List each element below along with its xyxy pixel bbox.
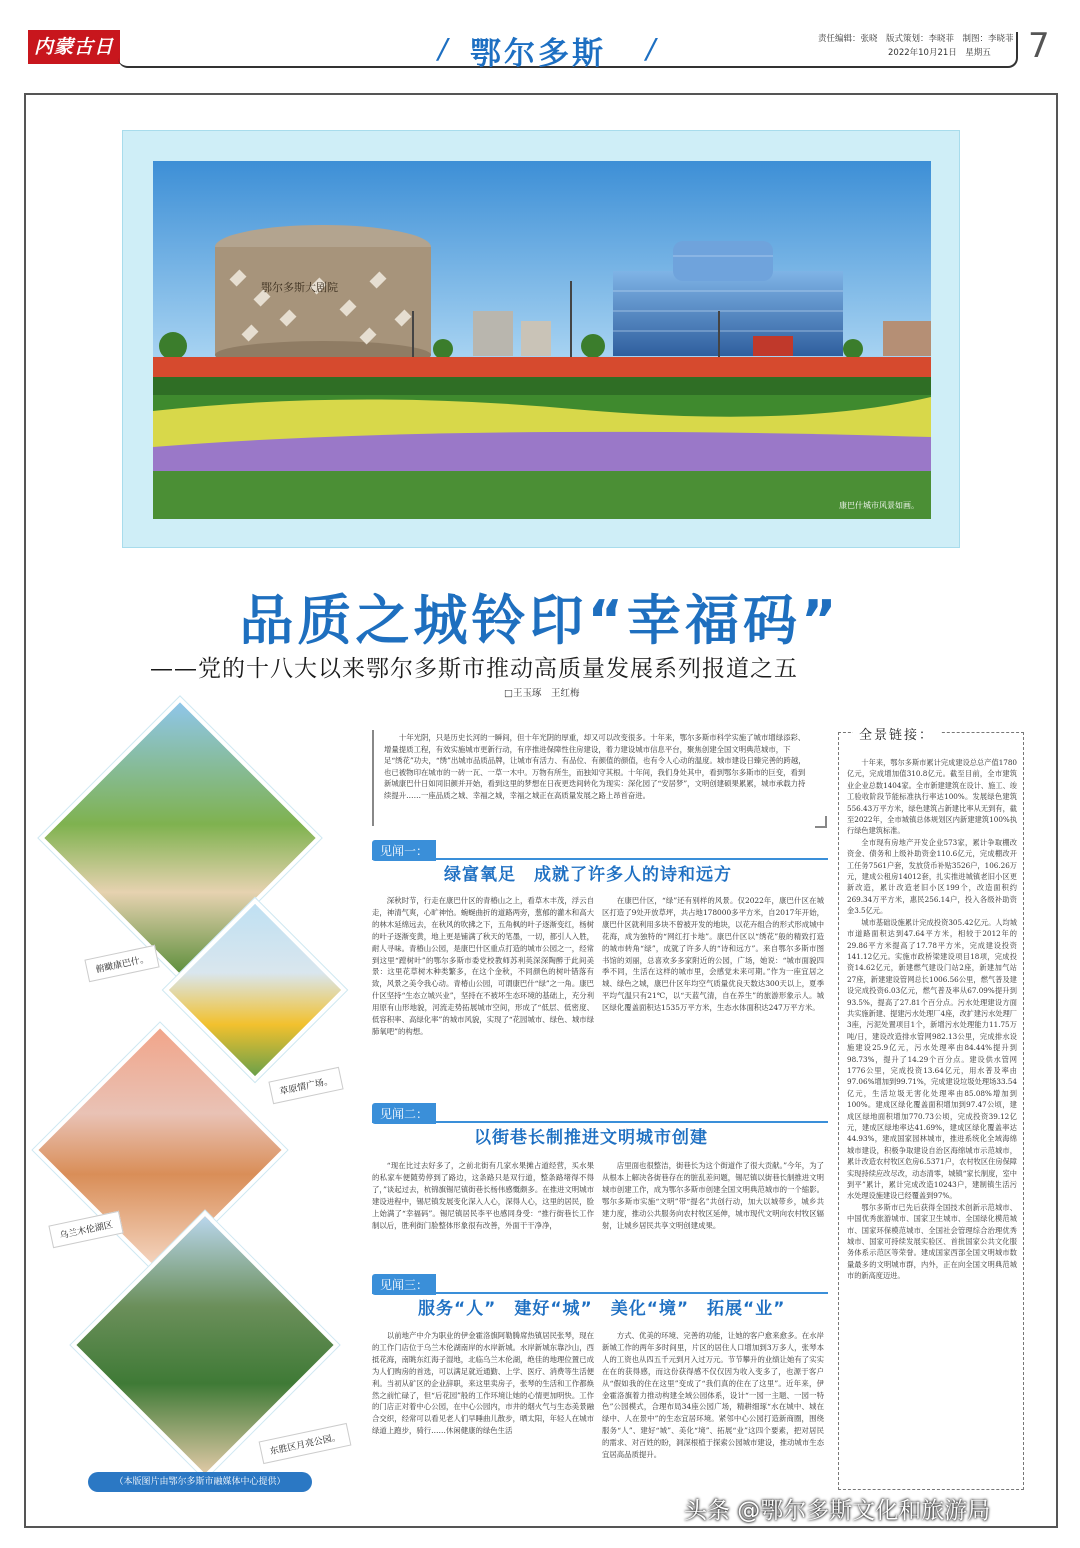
tag-wulanmulun-lake: 乌兰木伦湖区 bbox=[48, 1211, 123, 1248]
section1-title: 绿富氧足 成就了许多人的诗和远方 bbox=[444, 865, 732, 885]
section-name: 鄂尔多斯 bbox=[470, 36, 606, 72]
sidebar-paragraph: 鄂尔多斯市已先后获得全国技术创新示范城市、中国优秀旅游城市、国家卫生城市、全国绿化模范城市、国家环保模范城市、全国社会管理综合治理优秀城市、国家可持续发展实验区、首批国家公共文化服务体系示范区等荣誉。建成国家西部全国文明城市数量最多的文明城市群，内外，正在向全国文明典范城市的新高度迈进。 bbox=[847, 1202, 1017, 1281]
article-byline: □王玉琢 王红梅 bbox=[504, 688, 580, 699]
issue-date: 2022年10月21日 星期五 bbox=[888, 48, 991, 58]
grand-theatre-photo bbox=[153, 161, 931, 519]
source-watermark: 头条 @鄂尔多斯文化和旅游局 bbox=[684, 1498, 991, 1524]
section3-text1: 以前地产中介为职业的伊金霍洛旗阿勒腾席热镇居民张琴，现在的工作门店位于乌兰木伦湖南岸的水岸新城。水岸新城东靠沙山，西抵花海，南眺东红海子湿地，北临乌兰木伦湖，绝佳的地理位置已成为人们购房的首选，可以满足就近通勤、上学、医疗、消费等生活便利。当初从矿区的企业辞职，来这里卖房子，张琴的生活和工作都焕然之前忙碌了，但“后花园”般的工作环境让她的心情更加明快。工作的门店正对着中心公园，在中心公园内，市井的烟火气与生态美景融合交织，经常可以看见老人们早睡曲儿散步，晒太阳，年轻人在城市绿道上跑步，骑行……休闲健康的绿色生活 bbox=[372, 1331, 594, 1436]
credits bbox=[818, 32, 1014, 60]
sidebar-paragraph: 全市现有房地产开发企业573家，累计争取棚改资金、债务和上级补助资金110.6亿元，完成棚改开工任务7561户套，发放货币补贴3526户，106.26万元，建成公租房14012套，扎实推进城镇老旧小区更新改造，累计改造老旧小区199个，改造面积约269.34万平方米，惠民256.14户，投入各级补助资金3.5亿元。 bbox=[847, 837, 1017, 916]
sidebar-body bbox=[847, 757, 1017, 1483]
slash-left-icon: / bbox=[438, 32, 448, 65]
photo-source-note: （本版图片由鄂尔多斯市融媒体中心提供） bbox=[88, 1472, 312, 1492]
section3-tag: 见闻三： bbox=[372, 1274, 436, 1295]
page-number: 7 bbox=[1028, 26, 1050, 66]
tag-moon-park: 东胜区月亮公园。 bbox=[259, 1423, 352, 1464]
tag-grassland-square: 草原情广场。 bbox=[268, 1067, 343, 1104]
section1-text2: 在康巴什区，“绿”还有别样的风景。仅2022年，康巴什区在城区打造了9处开放草坪，共占地178000多平方米，自2017年开始，康巴什区就利用多块不曾被开发的地块，以花卉组合的形式形成城中花海，成为独特的“网红打卡地”。康巴什区以“绣花”般的精致打造的城市转角“绿”，成就了许多人的“诗和远方”。来自鄂尔多斯市图书馆的刘丽，总喜欢多多家附近的公园，广场，她说：“城市面貌四季不同，生活在这样的城市里，会感觉未来可期。”作为一座宜居之城、绿色之城，康巴什区年均空气质量优良天数达300天以上，夏季平均气温只有21℃，以“天蓝气清，自在养生”的旅游形象示人。城区绿化覆盖面积达1535万平方米，生态水体面积达247万平方米。 bbox=[602, 896, 824, 1013]
sidebar-title: 全景链接： bbox=[853, 724, 940, 743]
hero-caption: 康巴什城市风景如画。 bbox=[839, 501, 919, 510]
section3-column2 bbox=[602, 1330, 824, 1490]
photo-collage bbox=[40, 700, 370, 1500]
section2-tag: 见闻二： bbox=[372, 1103, 436, 1124]
section3-column1 bbox=[372, 1330, 594, 1490]
article-subtitle: ——党的十八大以来鄂尔多斯市推动高质量发展系列报道之五 bbox=[150, 656, 798, 682]
section2-column1 bbox=[372, 1160, 594, 1260]
credits-editors: 责任编辑：张晓 版式策划：李晓菲 制图：李晓菲 bbox=[818, 34, 1014, 44]
section2-title: 以街巷长制推进文明城市创建 bbox=[474, 1128, 708, 1148]
section2-text1: “现在比过去好多了，之前北街有几家水果摊占道经营，买水果的私家车便随势停到了路边，这条路只是双行道，整条路堵得不得了，”谈起过去，杭锦旗锡尼镇街巷长杨伟感慨颇多。在推进文明城市建设进程中，锡尼镇发展变化深入人心，深得人心，这里的居民，脸上始满了“幸福码”。锡尼镇居民李平也感同身受：“推行街巷长工作制以后，胜利街门脸整体形象很有改善，外面干干净净， bbox=[372, 1161, 594, 1230]
sidebar-paragraph: 十年来，鄂尔多斯市累计完成建设总总产值1780亿元，完成增加值310.8亿元。截至目前，全市建筑业企业总数1404家。全市新建建筑在设计、施工、竣工验收阶段节能标准执行率达100%。发展绿色建筑556.43万平方米，绿色建筑占新建比率从无到有，截至2022年，全市城镇总体规划区内新建建筑100%执行绿色建筑标准。 bbox=[847, 758, 1017, 836]
intro-bracket bbox=[815, 816, 827, 828]
section1-text1: 深秋时节，行走在康巴什区的青椿山之上，看草木丰茂，浮云自走，神清气爽，心旷神怡。蜿蜒曲折的道路两旁，葱郁的灌木和高大的林木延绵远去，在秋风的吹拂之下，五角枫的叶子逐渐变红，杨树的叶子逐渐变黄，地上更是铺满了秋天的笔墨，一切，都引人入胜，耐人寻味。青椿山公园，是康巴什区重点打造的城市公园之一，经常到这里“蹚树叶”的鄂尔多斯市委党校教师苏利英深深陶醉于此间美景：这里花草树木种类繁多，在这个金秋，不同颜色的树叶错落有致，风景之美令我心动。青椿山公园，可谓康巴什“绿”之一角。康巴什区坚持“生态立城兴业”，坚持在不被坏生态环境的基础上，充分利用原有山形地貌，河流走势拓展城市空间，形成了“低层、低密度、低容积率、高绿化率”的城市风貌，实现了“花园城市、绿色、城市绿肺氧吧”的构想。 bbox=[372, 896, 594, 1036]
article-headline: 品质之城铃印“幸福码” bbox=[239, 589, 841, 652]
slash-right-icon: / bbox=[646, 32, 656, 65]
section1-tag: 见闻一： bbox=[372, 840, 436, 861]
hero-photo bbox=[153, 161, 931, 519]
theatre-sign: 鄂尔多斯大剧院 bbox=[261, 281, 338, 294]
hero-photo-frame bbox=[122, 130, 960, 548]
article-intro: 十年光阴，只是历史长河的一瞬间，但十年光阴的厚重，却又可以改变很多。十年来，鄂尔多斯市科学实施了城市增绿添彩、增量提质工程，有效实施城市更新行动，有序推进保障性住房建设，着力建设城市信息平台，聚焦创建全国文明典范城市，下足“绣花”功夫，“绣”出城市品质品牌，让城市有活力、有品位、有颜值的颜值，也有令人心动的温度。城市建设日臻完善的跨越，也已被物印在城市的一砖一瓦、一草一木中。万物有所生，而独知守其根。十年间，我们身处其中，看到鄂尔多斯市的巨变，看到新城康巴什日如同旧颜并开始，看到这里的梦想在日夜更迭间转化为现实：深化园了“安居梦”，文明创建硕果累累，城市承载力持续提升……一座品质之城、幸福之城，幸福之城正在高质量发展之路上昂首奋进。 bbox=[372, 730, 817, 826]
section3-title: 服务“人” 建好“城” 美化“境” 拓展“业” bbox=[418, 1299, 786, 1319]
masthead bbox=[18, 22, 1062, 92]
sidebar-paragraph: 城市基础设施累计完成投资305.42亿元。人均城市道路面积达到47.64平方米，相较于2012年的29.86平方米提高了17.78平方米，完成建设投资141.12亿元。实施市政桥梁建设项目18项，完成投资14.62亿元，新建燃气建设门站2座，新建加气站27座，新建建设管网总长1006.56公里，燃气普及建设完成投资6.03亿元，燃气普及率从67.09%提升到93.5%，提高了27.81个百分点。污水处理建设方面共实施新建、提建污水处理厂4座，改扩建污水处理厂3座，污泥处置项目1个，新增污水处理能力11.75万吨/日，建设改造排水管网982.13公里，完成排水设施建设25.9亿元，污水处理率由84.44%提升到98.73%，提升了14.29个百分点。建设供水管网1776公里，完成投资13.64亿元，用水普及率由97.06%增加到99.71%，完成建设垃圾处理场33.54亿元，生活垃圾无害化处理率由85.08%增加到100%。建成区绿化覆盖面积增加到97.47公顷，建成区绿地面积增加770.73公顷，完成投资39.12亿元，建成区绿地率达41.69%，建成区绿化覆盖率达44.93%，建成国家园林城市，推进系统化全域海绵城市建设，积极争取建设自治区海绵城市示范城市，累计改造农村牧区危房6.5371户，农村牧区住房保障实现持续应改尽改，动态清零，城镇“家长制度，室中到平”累计，累计完成改造10243户，建制镇生活污水处理设施建设已经覆盖到97%。 bbox=[847, 917, 1017, 1201]
section2-column2 bbox=[602, 1160, 824, 1260]
newspaper-logo: 内蒙古日报 bbox=[28, 30, 120, 64]
section1-column1 bbox=[372, 895, 594, 1095]
section3-text2: 方式、优美的环境、完善的功能，让她的客户愈来愈多。在水岸新城工作的两年多时间里，片区的居住人口增加到3万多人，张琴本人的工资也从四五千元到月入过万元。节节攀升的业绩让她有了实实在在的获得感，而这份获得感不仅仅因为收入变多了，也源于客户从“假如我的住在这里”变成了“我们真的住在了这里”。近年来，伊金霍洛旗着力推动构建全域公园体系，设计“一园一主题、一园一特色”公园模式，合理布局34座公园广场，精耕细琢“水在城中、城在绿中、人在景中”的生态宜居环境。紧邻中心公园打造新商圈，围绕服务“人”、建好“城”、美化“境”、拓展“业”这四个要素，把对居民的需求、对百姓的盼，洞深根植于探索公园城市建设，推动城市生态宜居高品质提升。 bbox=[602, 1331, 824, 1460]
tag-kangbashi: 俯瞰康巴什。 bbox=[84, 945, 159, 982]
panorama-sidebar bbox=[838, 728, 1024, 1490]
section1-column2 bbox=[602, 895, 824, 1095]
section2-text2: 店里面也很整洁，街巷长为这个街道作了很大贡献。”今年，为了从根本上解决各街巷存在的脏乱差问题，锡尼镇以街巷长制推进文明城市创建工作，成为鄂尔多斯市创建全国文明典范城市的一个缩影。鄂尔多斯市实施“文明”带“提名”共创行动，加大以城带乡，城乡共建力度，推动公共服务向农村牧区延伸，城市现代文明向农村牧区辐射，让城乡居民共享文明创建成果。 bbox=[602, 1161, 824, 1230]
